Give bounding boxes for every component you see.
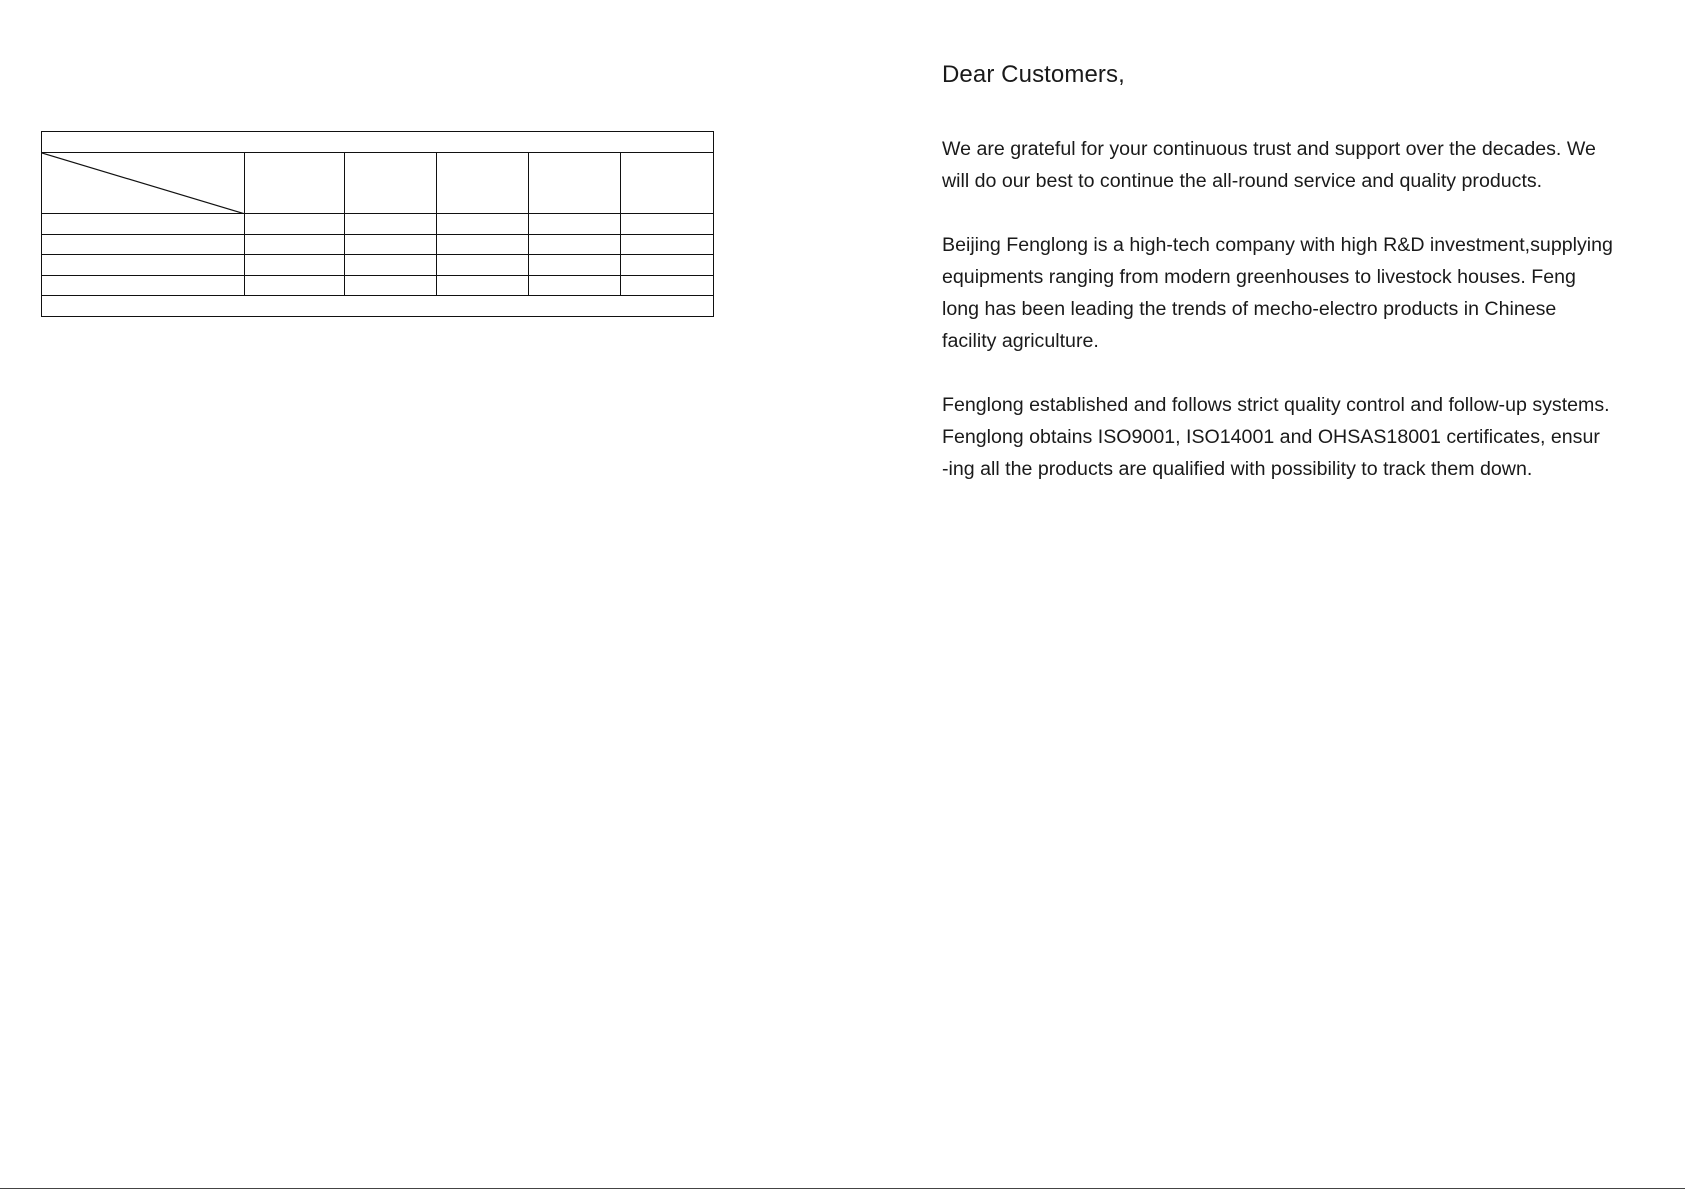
paragraph-line: will do our best to continue the all-round service and quality products.	[942, 170, 1543, 192]
table-cell	[42, 255, 245, 276]
spec-table	[41, 131, 714, 317]
header-cell	[245, 152, 345, 214]
table-cell	[437, 255, 529, 276]
table-cell	[42, 234, 245, 255]
left-page	[0, 0, 842, 1192]
table-cell	[529, 255, 621, 276]
paragraph-line: equipments ranging from modern greenhouses to livestock houses. Feng	[942, 266, 1576, 288]
table-cell	[437, 234, 529, 255]
letter-paragraph	[942, 389, 1622, 485]
paragraph-line: facility agriculture.	[942, 330, 1099, 352]
table-cell	[345, 214, 437, 235]
table-cell	[437, 275, 529, 296]
diagonal-line	[42, 153, 244, 214]
table-cell	[42, 214, 245, 235]
header-cell	[437, 152, 529, 214]
table-row	[42, 214, 714, 235]
table-cell	[245, 214, 345, 235]
table-cell	[345, 234, 437, 255]
header-cell	[529, 152, 621, 214]
paragraph-line: Fenglong established and follows strict quality control and follow-up systems.	[942, 394, 1610, 416]
table-cell	[345, 275, 437, 296]
bottom-rule	[0, 1188, 1685, 1189]
table-cell	[245, 275, 345, 296]
table-title-row	[42, 132, 714, 153]
paragraph-line: We are grateful for your continuous trust and support over the decades. We	[942, 138, 1596, 160]
table-cell	[245, 255, 345, 276]
table-header-row	[42, 152, 714, 214]
header-cell	[621, 152, 714, 214]
table-row	[42, 275, 714, 296]
table-footer-cell	[42, 296, 714, 317]
letter-paragraph	[942, 229, 1622, 357]
table-title-cell	[42, 132, 714, 153]
header-cell	[345, 152, 437, 214]
paragraph-line: Beijing Fenglong is a high-tech company with high R&D investment,supplying	[942, 234, 1613, 256]
table-cell	[529, 275, 621, 296]
paragraph-line: -ing all the products are qualified with possibility to track them down.	[942, 458, 1533, 480]
table-cell	[621, 214, 714, 235]
table-cell	[621, 275, 714, 296]
letter-paragraph	[942, 133, 1622, 197]
table-cell	[42, 275, 245, 296]
table-cell	[529, 234, 621, 255]
customer-letter	[942, 60, 1622, 485]
table-footer-row	[42, 296, 714, 317]
table-cell	[621, 234, 714, 255]
table-cell	[345, 255, 437, 276]
paragraph-line: Fenglong obtains ISO9001, ISO14001 and OHSAS18001 certificates, ensur	[942, 426, 1600, 448]
table-cell	[437, 214, 529, 235]
table-row	[42, 234, 714, 255]
paragraph-line: long has been leading the trends of mecho-electro products in Chinese	[942, 298, 1557, 320]
table-row	[42, 255, 714, 276]
table-cell	[529, 214, 621, 235]
letter-greeting: Dear Customers,	[942, 61, 1125, 88]
table-cell	[621, 255, 714, 276]
diagonal-header-cell	[42, 152, 245, 214]
table-cell	[245, 234, 345, 255]
